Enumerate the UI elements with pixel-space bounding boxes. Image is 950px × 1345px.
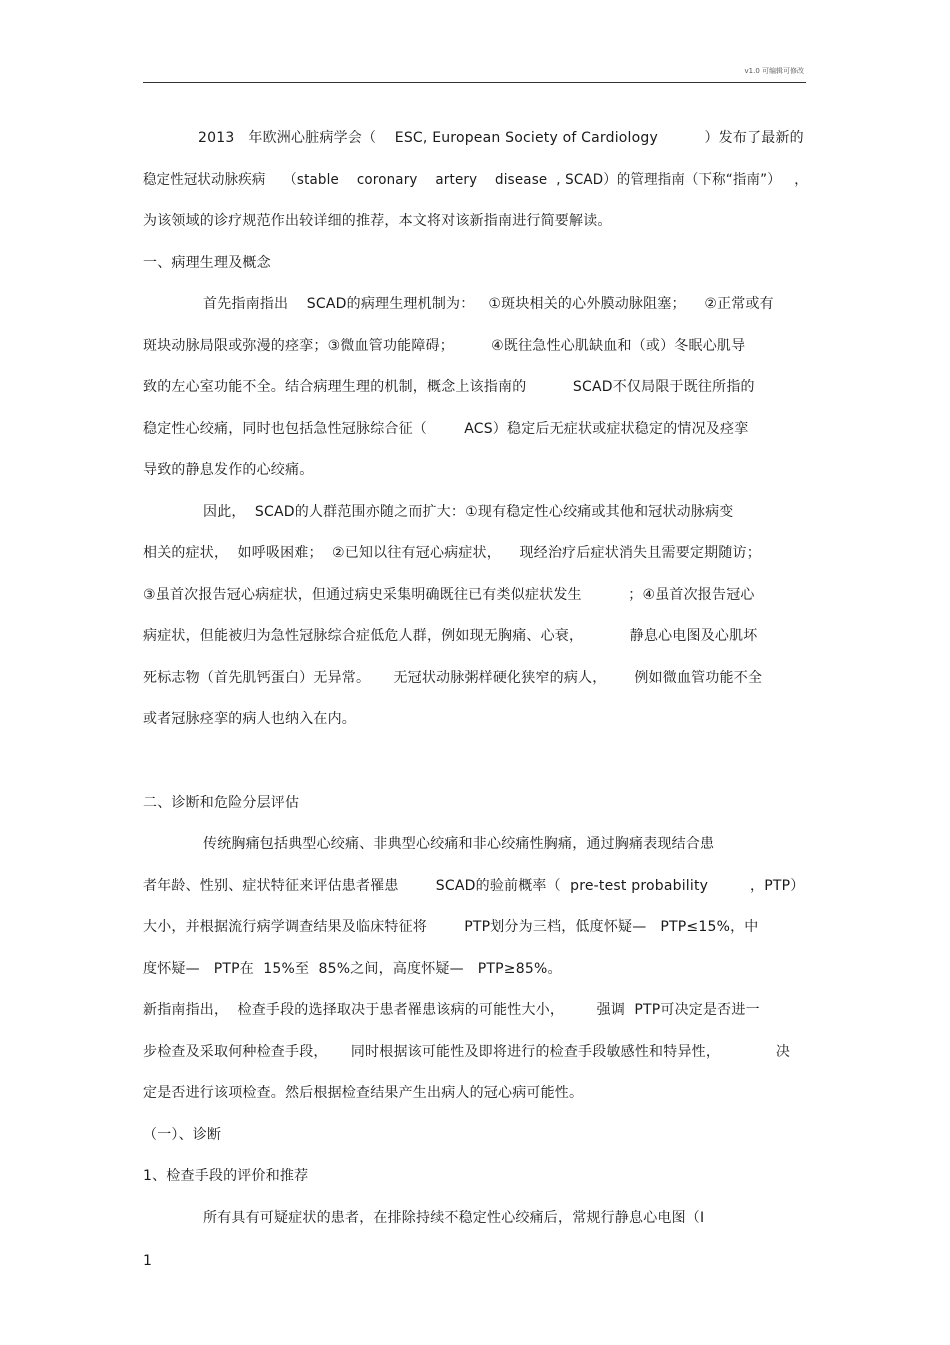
- paragraph-line: 定是否进行该项检查。然后根据检查结果产生出病人的冠心病可能性。: [143, 1085, 584, 1101]
- paragraph-line: 死标志物（首先肌钙蛋白）无异常。 无冠状动脉粥样硬化狭窄的病人， 例如微血管功能不全: [143, 670, 763, 686]
- paragraph-line: 因此， SCAD的人群范围亦随之而扩大：①现有稳定性心绞痛或其他和冠状动脉病变: [203, 504, 734, 520]
- paragraph-line: 或者冠脉痉挛的病人也纳入在内。: [143, 711, 356, 727]
- paragraph-line: 2013 年欧洲心脏病学会（ ESC, European Society of Cardiology ）发布了最新的: [198, 130, 804, 146]
- section-heading: 一、病理生理及概念: [143, 255, 271, 271]
- paragraph-line: 者年龄、性别、症状特征来评估患者罹患 SCAD的验前概率（ pre-test probability ，PTP）: [143, 878, 805, 894]
- paragraph-line: 传统胸痛包括典型心绞痛、非典型心绞痛和非心绞痛性胸痛，通过胸痛表现结合患: [203, 836, 715, 852]
- paragraph-line: 导致的静息发作的心绞痛。: [143, 462, 314, 478]
- page-number: 1: [143, 1253, 152, 1269]
- paragraph-line: 度怀疑— PTP在 15%至 85%之间，高度怀疑— PTP≥85%。: [143, 961, 562, 977]
- subsection-heading: 1、检查手段的评价和推荐: [143, 1168, 309, 1184]
- paragraph-line: 斑块动脉局限或弥漫的痉挛；③微血管功能障碍； ④既往急性心肌缺血和（或）冬眠心肌导: [143, 338, 746, 354]
- paragraph-line: 为该领域的诊疗规范作出较详细的推荐，本文将对该新指南进行简要解读。: [143, 213, 612, 229]
- paragraph-line: ③虽首次报告冠心病症状，但通过病史采集明确既往已有类似症状发生 ；④虽首次报告冠心: [143, 587, 755, 603]
- paragraph-line: 所有具有可疑症状的患者，在排除持续不稳定性心绞痛后，常规行静息心电图（Ⅰ: [203, 1210, 705, 1226]
- paragraph-line: 致的左心室功能不全。结合病理生理的机制，概念上该指南的 SCAD不仅局限于既往所指的: [143, 379, 755, 395]
- paragraph-line: 稳定性心绞痛，同时也包括急性冠脉综合征（ ACS）稳定后无症状或症状稳定的情况及痉挛: [143, 421, 749, 437]
- paragraph-line: 新指南指出， 检查手段的选择取决于患者罹患该病的可能性大小， 强调 PTP可决定是否进一: [143, 1002, 760, 1018]
- paragraph-line: 步检查及采取何种检查手段， 同时根据该可能性及即将进行的检查手段敏感性和特异性， 决: [143, 1044, 791, 1060]
- header-divider: [143, 82, 806, 83]
- subsection-heading: （一）、诊断: [143, 1127, 222, 1143]
- section-heading: 二、诊断和危险分层评估: [143, 795, 300, 811]
- paragraph-line: 病症状，但能被归为急性冠脉综合症低危人群，例如现无胸痛、心衰， 静息心电图及心肌坏: [143, 628, 758, 644]
- header-version-text: v1.0 可编辑可修改: [744, 67, 804, 75]
- paragraph-line: 相关的症状， 如呼吸困难； ②已知以往有冠心病症状， 现经治疗后症状消失且需要定期随访；: [143, 545, 761, 561]
- paragraph-line: 首先指南指出 SCAD的病理生理机制为： ①斑块相关的心外膜动脉阻塞； ②正常或有: [203, 296, 774, 312]
- paragraph-line: 稳定性冠状动脉疾病 （stable coronary artery disease , SCAD）的管理指南（下称“指南”） ，: [143, 172, 808, 188]
- paragraph-line: 大小，并根据流行病学调查结果及临床特征将 PTP划分为三档，低度怀疑— PTP≤15%，中: [143, 919, 759, 935]
